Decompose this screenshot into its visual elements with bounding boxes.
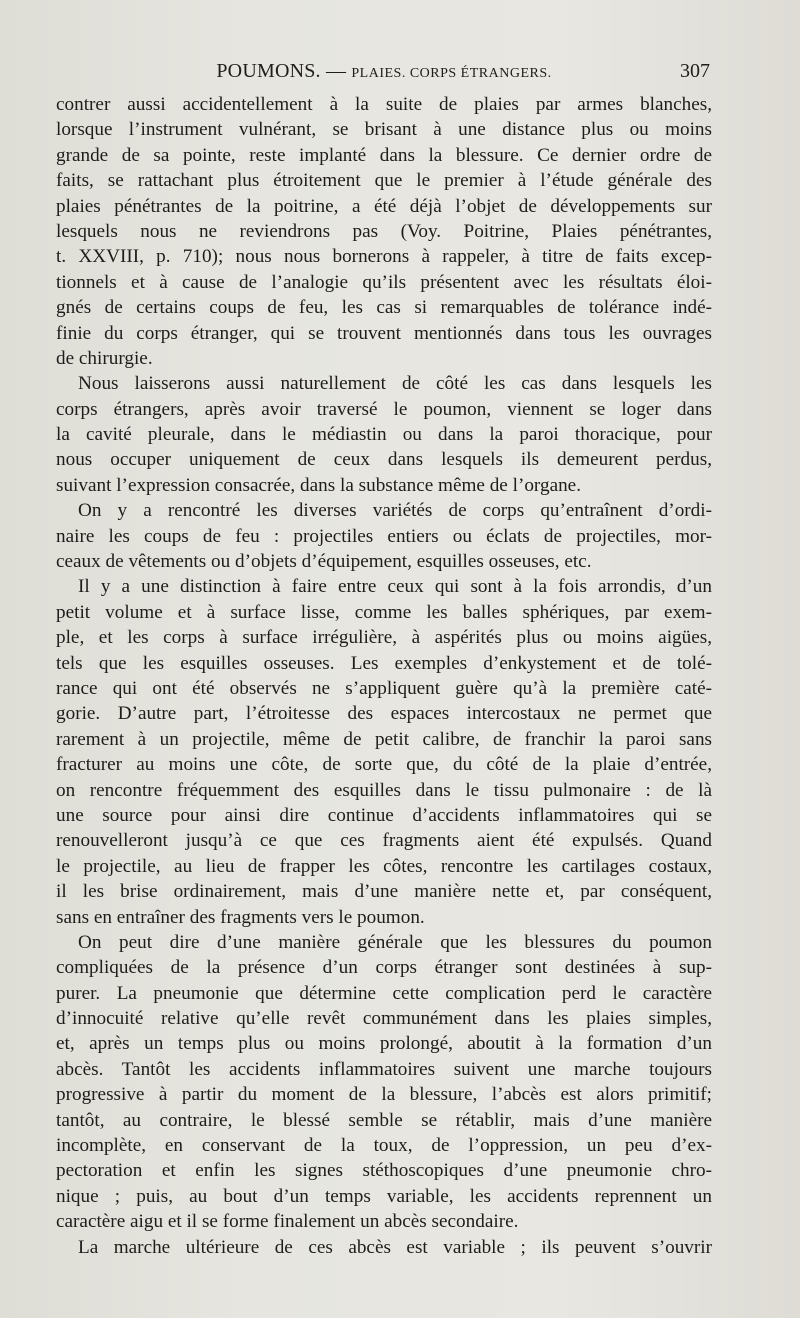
text-line: gorie. D’autre part, l’étroitesse des espaces intercostaux ne permet que: [56, 703, 712, 725]
body-text: [56, 92, 712, 1260]
text-line: rarement à un projectile, même de petit calibre, de franchir la paroi sans: [56, 728, 712, 750]
text-line: On peut dire d’une manière générale que les blessures du poumon: [78, 931, 712, 953]
text-line: faits, se rattachant plus étroitement que le premier à l’étude générale des: [56, 170, 712, 192]
text-line: incomplète, en conservant de la toux, de l’oppression, un peu d’ex-: [56, 1135, 712, 1157]
text-line: naire les coups de feu : projectiles entiers ou éclats de projectiles, mor-: [56, 525, 712, 547]
text-line: abcès. Tantôt les accidents inflammatoires suivent une marche toujours: [56, 1058, 712, 1080]
running-title-sub: PLAIES. CORPS ÉTRANGERS.: [351, 66, 552, 81]
text-line: la cavité pleurale, dans le médiastin ou dans la paroi thoracique, pour: [56, 424, 712, 446]
text-line: et, après un temps plus ou moins prolongé, aboutit à la formation d’un: [56, 1033, 712, 1055]
text-line: lesquels nous ne reviendrons pas (Voy. Poitrine, Plaies pénétrantes,: [56, 220, 712, 242]
text-line: il les brise ordinairement, mais d’une manière nette et, par conséquent,: [56, 881, 712, 903]
text-line: fracturer au moins une côte, de sorte que, du côté de la plaie d’entrée,: [56, 754, 712, 776]
text-line: nique ; puis, au bout d’un temps variable, les accidents reprennent un: [56, 1185, 712, 1207]
page-header: [56, 58, 712, 88]
running-title: [56, 60, 712, 83]
text-line: nous occuper uniquement de ceux dans lesquels ils demeurent perdus,: [56, 449, 712, 471]
running-title-main: POUMONS. —: [216, 60, 352, 82]
page-number: 307: [680, 60, 710, 82]
text-line: Il y a une distinction à faire entre ceux qui sont à la fois arrondis, d’un: [78, 576, 712, 598]
text-line: Nous laisserons aussi naturellement de côté les cas dans lesquels les: [78, 373, 712, 395]
text-line: La marche ultérieure de ces abcès est variable ; ils peuvent s’ouvrir: [78, 1236, 712, 1258]
text-line: tels que les esquilles osseuses. Les exemples d’enkystement et de tolé-: [56, 652, 712, 674]
text-line: gnés de certains coups de feu, les cas si remarquables de tolérance indé-: [56, 297, 712, 319]
text-line: pectoration et enfin les signes stéthoscopiques d’une pneumonie chro-: [56, 1160, 712, 1182]
text-line: progressive à partir du moment de la blessure, l’abcès est alors primitif;: [56, 1084, 712, 1106]
text-line: corps étrangers, après avoir traversé le poumon, viennent se loger dans: [56, 398, 712, 420]
text-line: contrer aussi accidentellement à la suite de plaies par armes blanches,: [56, 94, 712, 115]
text-line: le projectile, au lieu de frapper les côtes, rencontre les cartilages costaux,: [56, 855, 712, 877]
text-line: renouvelleront jusqu’à ce que ces fragments aient été expulsés. Quand: [56, 830, 712, 852]
text-line: tionnels et à cause de l’analogie qu’ils présentent avec les résultats éloi-: [56, 271, 712, 293]
text-line: tantôt, au contraire, le blessé semble se rétablir, mais d’une manière: [56, 1109, 712, 1131]
text-line: purer. La pneumonie que détermine cette complication perd le caractère: [56, 982, 712, 1004]
text-line: lorsque l’instrument vulnérant, se brisant à une distance plus ou moins: [56, 119, 712, 141]
text-line: compliquées de la présence d’un corps étranger sont destinées à sup-: [56, 957, 712, 979]
text-line: sans en entraîner des fragments vers le poumon.: [56, 906, 425, 928]
text-line: ceaux de vêtements ou d’objets d’équipement, esquilles osseuses, etc.: [56, 551, 592, 573]
text-line: rance qui ont été observés ne s’appliquent guère qu’à la première caté-: [56, 677, 712, 699]
text-line: suivant l’expression consacrée, dans la substance même de l’organe.: [56, 474, 581, 496]
text-line: finie du corps étranger, qui se trouvent mentionnés dans tous les ouvrages: [56, 322, 712, 344]
text-line: d’innocuité relative qu’elle revêt communément dans les plaies simples,: [56, 1008, 712, 1030]
text-line: caractère aigu et il se forme finalement un abcès secondaire.: [56, 1211, 519, 1233]
text-line: On y a rencontré les diverses variétés de corps qu’entraînent d’ordi-: [78, 500, 712, 522]
text-line: plaies pénétrantes de la poitrine, a été déjà l’objet de développements sur: [56, 195, 712, 217]
text-line: grande de sa pointe, reste implanté dans la blessure. Ce dernier ordre de: [56, 144, 712, 166]
text-line: on rencontre fréquemment des esquilles dans le tissu pulmonaire : de là: [56, 779, 712, 801]
text-line: de chirurgie.: [56, 347, 153, 369]
text-line: t. XXVIII, p. 710); nous nous bornerons à rappeler, à titre de faits excep-: [56, 246, 712, 268]
text-line: ple, et les corps à surface irrégulière, à aspérités plus ou moins aigües,: [56, 627, 712, 649]
text-line: petit volume et à surface lisse, comme les balles sphériques, par exem-: [56, 601, 712, 623]
text-line: une source pour ainsi dire continue d’accidents inflammatoires qui se: [56, 804, 712, 826]
